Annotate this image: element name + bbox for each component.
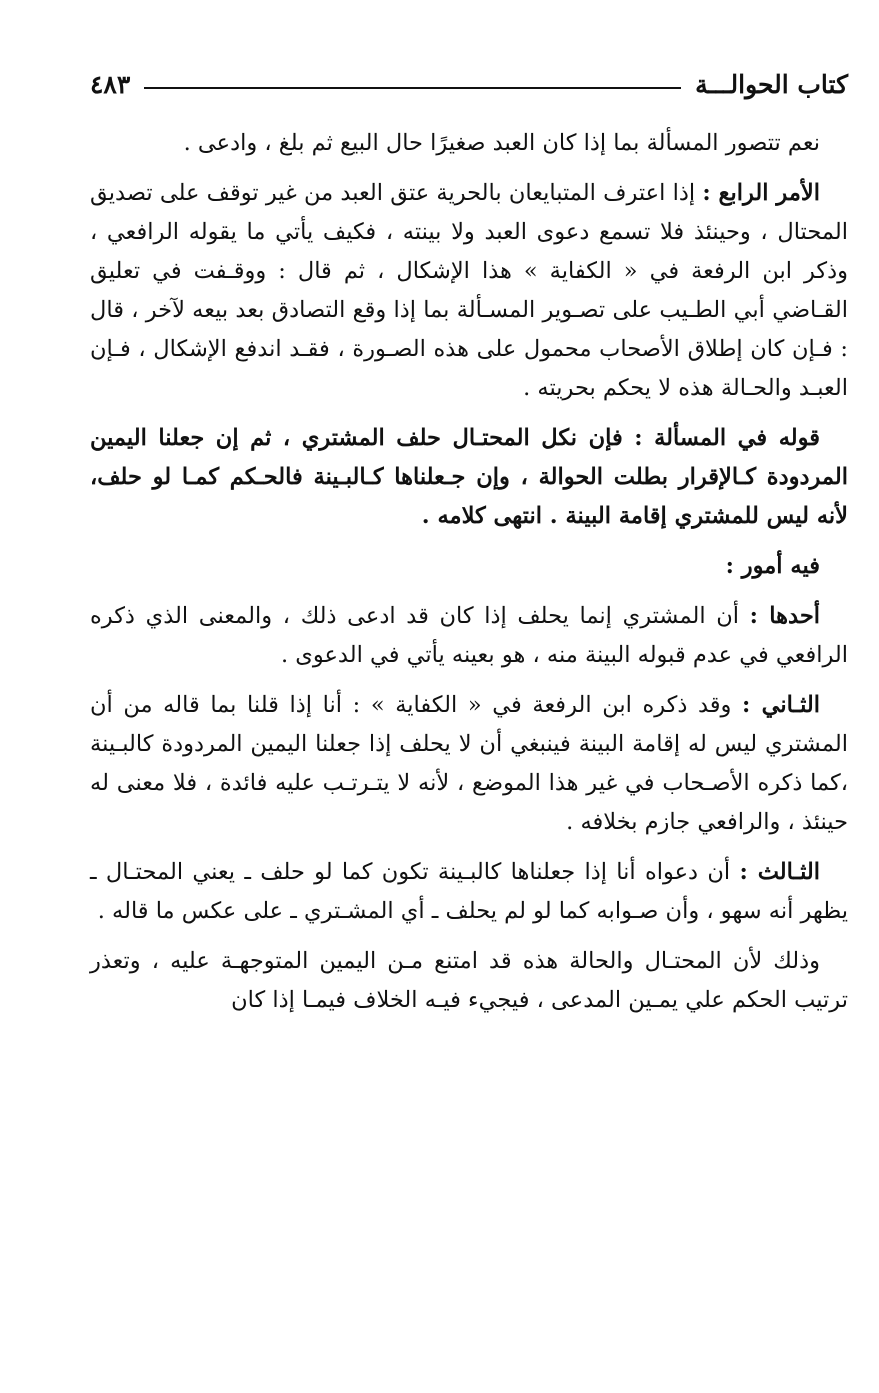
paragraph-lead-second: الثـاني : (742, 692, 821, 718)
paragraph-first-text: أن المشتري إنما يحلف إذا كان قد ادعى ذلك ، والمعنى الذي ذكره الرافعي في عدم قبوله البينة منه ، هو بعينه يأتي في الدعوى . (90, 603, 848, 668)
running-title: كتاب الحوالـــة (695, 69, 848, 99)
paragraph-lead-fourth: الأمر الرابع : (702, 180, 820, 206)
page-number: ٤٨٣ (90, 69, 131, 99)
paragraph-third (90, 853, 848, 931)
paragraph-lead-first: أحدها : (749, 603, 820, 629)
quoted-statement (90, 419, 848, 536)
page-body (90, 124, 848, 1020)
paragraph-1-text: نعم تتصور المسألة بما إذا كان العبد صغيرًا حال البيع ثم بلغ ، وادعى . (183, 130, 820, 156)
paragraph-second (90, 686, 848, 842)
paragraph-first (90, 597, 848, 675)
paragraph-fourth-text: إذا اعترف المتبايعان بالحرية عتق العبد من غير توقف على تصديق المحتال ، وحينئذ فلا تسمع دعوى العبد ولا بينته ، فكيف يأتي ما يقوله الرافعي ، وذكر ابن الرفعة في « الكفاية » هذا الإشكال ، ثم قال : ووقـفت في تعليق القـاضي أبي الطـيب على تصـوير المسـألة بما إذا وقع التصادق بعد بيعه لآخر ، قال : فـإن كان إطلاق الأصحاب محمول على هذه الصـورة ، فقـد اندفع الإشكال ، فـإن العبـد والحـالة هذه لا يحكم بحريته . (90, 180, 848, 401)
section-heading-text: فيه أمور : (725, 553, 820, 579)
paragraph-third-text: أن دعواه أنا إذا جعلناها كالبـينة تكون كما لو حلف ـ يعني المحتـال ـ يظهر أنه سهو ، وأن صـوابه كما لو لم يحلف ـ أي المشـتري ـ على عكس ما قاله . (90, 859, 848, 924)
paragraph-final-text: وذلك لأن المحتـال والحالة هذه قد امتنع مـن اليمين المتوجهـة عليه ، وتعذر ترتيب الحكم علي يمـين المدعى ، فيجيء فيـه الخلاف فيمـا إذا كان (90, 948, 848, 1013)
paragraph-1 (90, 124, 848, 163)
paragraph-fourth-matter (90, 174, 848, 408)
book-page (90, 60, 848, 1031)
header-rule (144, 87, 681, 89)
running-header (90, 60, 848, 108)
paragraph-second-text: وقد ذكره ابن الرفعة في « الكفاية » : أنا إذا قلنا بما قاله من أن المشتري ليس له إقامة البينة فينبغي أن لا يحلف إذا جعلنا اليمين المردودة كالبـينة ،كما ذكره الأصـحاب في غير هذا الموضع ، لأنه لا يتـرتـب عليه فائدة ، فلا معنى له حينئذ ، والرافعي جازم بخلافه . (90, 692, 848, 835)
section-heading (90, 547, 848, 586)
paragraph-lead-third: الثـالث : (739, 859, 821, 885)
paragraph-final (90, 942, 848, 1020)
quoted-statement-text: قوله في المسألة : فإن نكل المحتـال حلف المشتري ، ثم إن جعلنا اليمين المردودة كـالإقرار بطلت الحوالة ، وإن جـعلناها كـالبـينة فالحـكم كمـا لو حلف، لأنه ليس للمشتري إقامة البينة . انتهى كلامه . (90, 425, 848, 529)
